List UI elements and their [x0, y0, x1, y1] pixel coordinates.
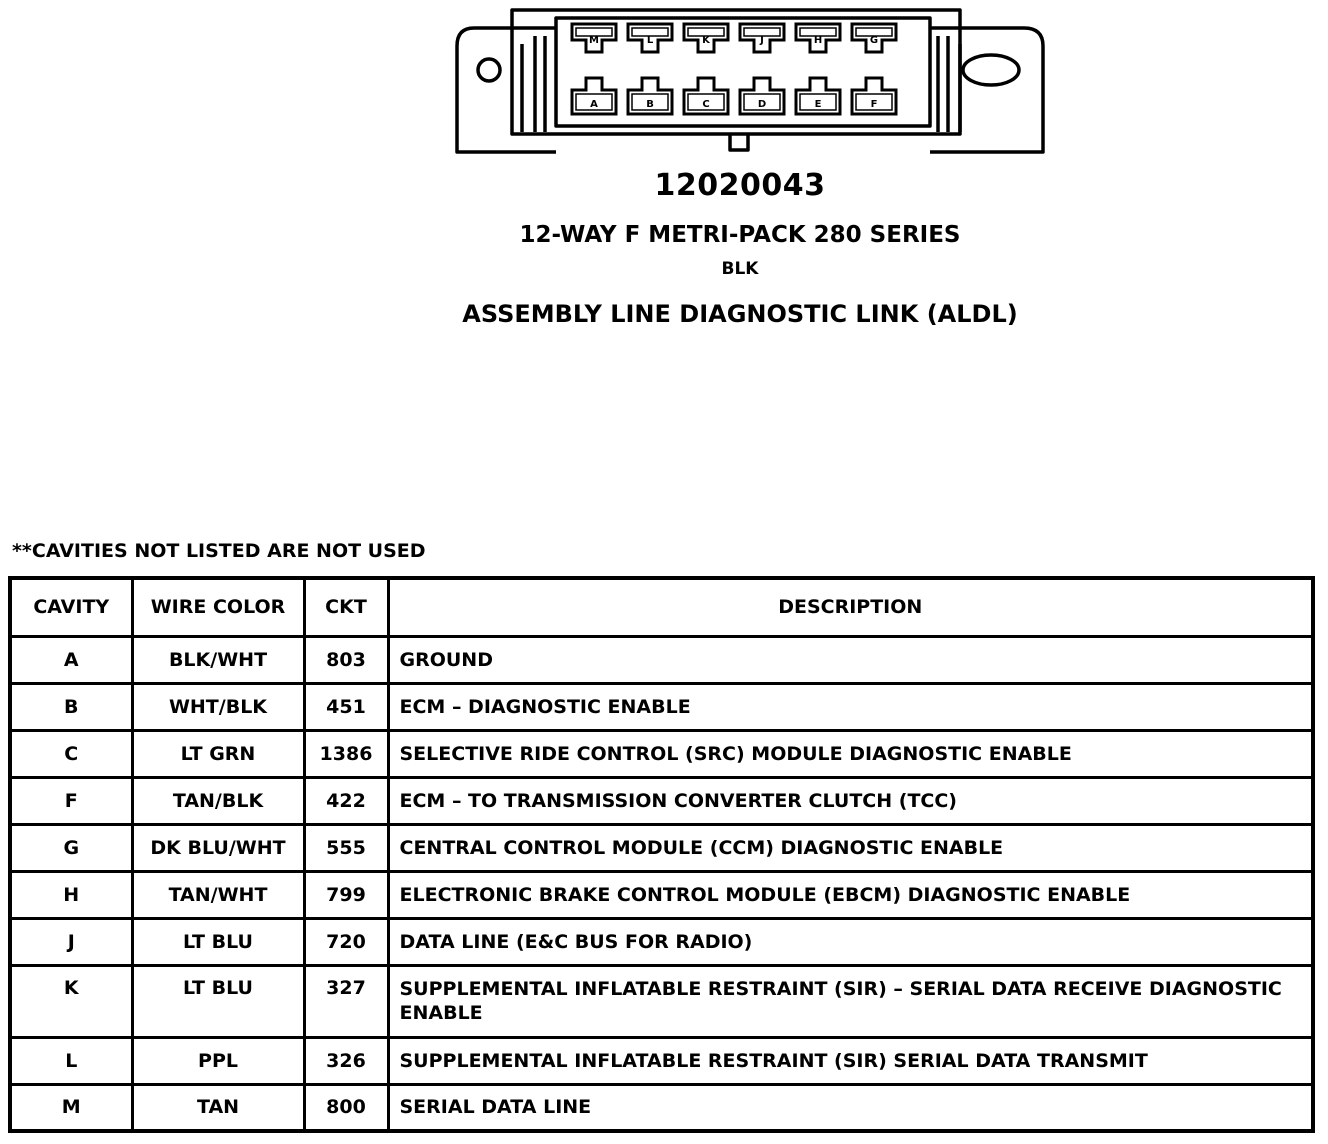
- cavity-label-J: J: [760, 35, 764, 46]
- cell-cavity: L: [10, 1037, 132, 1084]
- cell-description: DATA LINE (E&C BUS FOR RADIO): [388, 918, 1313, 965]
- cell-wire-color: LT BLU: [132, 918, 304, 965]
- part-number: 12020043: [654, 168, 826, 203]
- table-row: [10, 636, 1313, 683]
- cell-wire-color: TAN/WHT: [132, 871, 304, 918]
- cell-description: CENTRAL CONTROL MODULE (CCM) DIAGNOSTIC ENABLE: [388, 824, 1313, 871]
- table-row: [10, 965, 1313, 1037]
- cavity-label-L: L: [646, 35, 654, 46]
- cell-cavity: G: [10, 824, 132, 871]
- cell-description: ECM – DIAGNOSTIC ENABLE: [388, 683, 1313, 730]
- cell-cavity: B: [10, 683, 132, 730]
- cell-description: SELECTIVE RIDE CONTROL (SRC) MODULE DIAGNOSTIC ENABLE: [388, 730, 1313, 777]
- cavity-label-D: D: [757, 99, 767, 110]
- cell-ckt: 803: [304, 636, 388, 683]
- table-row: [10, 683, 1313, 730]
- cell-cavity: A: [10, 636, 132, 683]
- pinout-table: [8, 576, 1315, 1133]
- right-mounting-hole: [963, 55, 1019, 85]
- cell-wire-color: LT GRN: [132, 730, 304, 777]
- cell-description: GROUND: [388, 636, 1313, 683]
- connector-face-diagram: [0, 0, 1328, 170]
- cavity-label-B: B: [646, 99, 654, 110]
- table-row: [10, 871, 1313, 918]
- cell-cavity: K: [10, 965, 132, 1037]
- cell-description: ELECTRONIC BRAKE CONTROL MODULE (EBCM) DIAGNOSTIC ENABLE: [388, 871, 1313, 918]
- cavity-label-G: G: [869, 35, 879, 46]
- cell-wire-color: BLK/WHT: [132, 636, 304, 683]
- cell-description: SERIAL DATA LINE: [388, 1084, 1313, 1131]
- cell-wire-color: TAN: [132, 1084, 304, 1131]
- connector-key: [730, 134, 748, 150]
- connector-type: 12-WAY F METRI-PACK 280 SERIES: [519, 222, 961, 248]
- table-row: [10, 730, 1313, 777]
- cell-cavity: F: [10, 777, 132, 824]
- cell-ckt: 720: [304, 918, 388, 965]
- unused-cavities-note: **CAVITIES NOT LISTED ARE NOT USED: [12, 540, 426, 562]
- cell-cavity: H: [10, 871, 132, 918]
- cell-wire-color: PPL: [132, 1037, 304, 1084]
- cell-cavity: M: [10, 1084, 132, 1131]
- cell-ckt: 800: [304, 1084, 388, 1131]
- cell-ckt: 327: [304, 965, 388, 1037]
- header-wire-color: WIRE COLOR: [132, 578, 304, 636]
- table-row: [10, 1037, 1313, 1084]
- cell-wire-color: WHT/BLK: [132, 683, 304, 730]
- table-row: [10, 777, 1313, 824]
- cell-wire-color: LT BLU: [132, 965, 304, 1037]
- connector-color: BLK: [721, 259, 759, 279]
- cell-wire-color: DK BLU/WHT: [132, 824, 304, 871]
- header-description: DESCRIPTION: [388, 578, 1313, 636]
- left-mounting-hole: [478, 59, 500, 81]
- table-header-row: [10, 578, 1313, 636]
- cell-cavity: J: [10, 918, 132, 965]
- cell-ckt: 422: [304, 777, 388, 824]
- cell-description: SUPPLEMENTAL INFLATABLE RESTRAINT (SIR) – SERIAL DATA RECEIVE DIAGNOSTIC ENABLE: [388, 965, 1313, 1037]
- table-row: [10, 824, 1313, 871]
- cell-ckt: 451: [304, 683, 388, 730]
- table-row: [10, 1084, 1313, 1131]
- cavity-label-K: K: [702, 35, 710, 46]
- cell-wire-color: TAN/BLK: [132, 777, 304, 824]
- cavity-label-C: C: [702, 99, 710, 110]
- cavity-label-M: M: [589, 35, 599, 46]
- cell-ckt: 555: [304, 824, 388, 871]
- cell-description: SUPPLEMENTAL INFLATABLE RESTRAINT (SIR) SERIAL DATA TRANSMIT: [388, 1037, 1313, 1084]
- table-row: [10, 918, 1313, 965]
- cavity-label-E: E: [814, 99, 822, 110]
- cavity-label-H: H: [813, 35, 823, 46]
- header-ckt: CKT: [304, 578, 388, 636]
- cell-ckt: 326: [304, 1037, 388, 1084]
- cell-cavity: C: [10, 730, 132, 777]
- cell-description: ECM – TO TRANSMISSION CONVERTER CLUTCH (TCC): [388, 777, 1313, 824]
- cell-ckt: 1386: [304, 730, 388, 777]
- connector-name: ASSEMBLY LINE DIAGNOSTIC LINK (ALDL): [462, 300, 1018, 328]
- header-cavity: CAVITY: [10, 578, 132, 636]
- cell-ckt: 799: [304, 871, 388, 918]
- cavity-label-A: A: [590, 99, 598, 110]
- cavity-label-F: F: [870, 99, 878, 110]
